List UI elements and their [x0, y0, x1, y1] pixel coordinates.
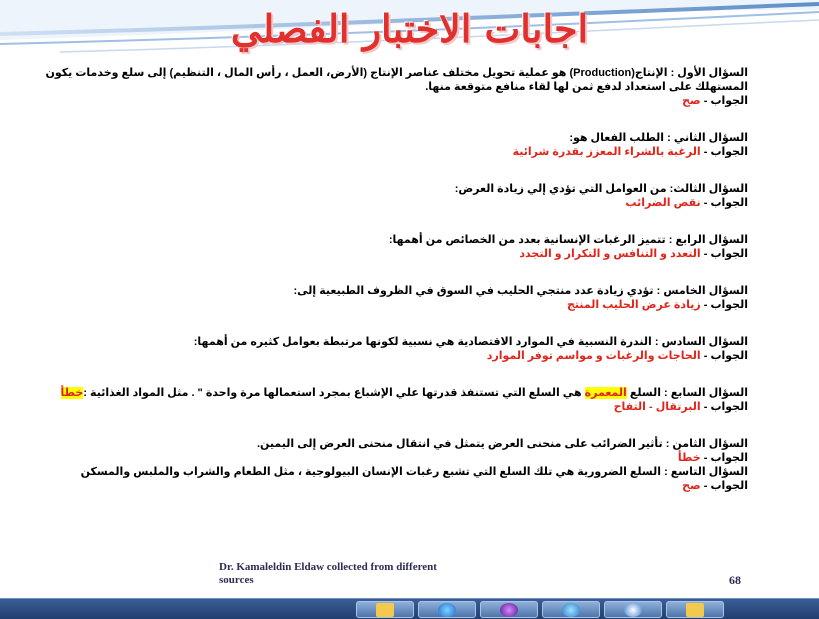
answer-value: الرغبة بالشراء المعزز بقدرة شرائية	[512, 146, 701, 158]
question-body: تأثير الضرائب على منحنى العرض يتمثل في انتقال منحنى العرض إلى اليمين.	[256, 438, 666, 450]
answer-value: البرتقال - التفاح	[613, 401, 701, 413]
question-5	[22, 284, 748, 312]
question-7	[22, 386, 748, 414]
answer-line	[22, 451, 748, 465]
highlighted-term: المعمرة	[584, 387, 627, 399]
question-text	[22, 66, 748, 94]
answer-label: الجواب -	[700, 480, 748, 492]
footer-credit-line-1: Dr. Kamaleldin Eldaw collected from different	[219, 561, 437, 573]
question-label: السؤال التاسع :	[664, 466, 748, 478]
question-body-end: هي السلع التي تستنفذ قدرتها علي الإشباع بمجرد استعمالها مرة واحدة " . مثل المواد الغذائية :	[83, 387, 585, 399]
answer-line	[22, 349, 748, 363]
question-text	[22, 437, 748, 451]
false-flag-badge: خطأ	[60, 387, 84, 399]
question-body: الطلب الفعال هو:	[569, 132, 668, 144]
answer-value: التعدد و التنافس و التكرار و التجدد	[519, 248, 701, 260]
question-body: من العوامل التي تؤدي إلي زيادة العرض:	[454, 183, 670, 195]
folder-icon	[376, 603, 394, 617]
taskbar-button-folder-2[interactable]	[666, 601, 724, 618]
question-label: السؤال الثاني :	[667, 132, 748, 144]
app-icon	[624, 603, 642, 617]
page-title: اجابات الاختبار الفصلي	[230, 6, 589, 51]
question-label: السؤال الثامن :	[665, 438, 748, 450]
question-text	[22, 284, 748, 298]
question-text	[22, 335, 748, 349]
taskbar-button-explorer[interactable]	[542, 601, 600, 618]
taskbar-button-folder[interactable]	[356, 601, 414, 618]
answer-line	[22, 196, 748, 210]
question-label: السؤال الخامس :	[656, 285, 748, 297]
question-body: الإنتاج(Production) هو عملية تحويل مختلف عناصر الإنتاج (الأرض، العمل ، رأس المال ، التنظيم) إلى سلع وخدمات يكون المستهلك على استعداد لدفع ثمن لها لقاء منافع متوقعة منها.	[45, 67, 748, 93]
question-label: السؤال الأول :	[670, 67, 748, 79]
answer-label: الجواب -	[700, 350, 748, 362]
question-body: تؤدي زيادة عدد منتجي الحليب في السوق في الظروف الطبيعية إلى:	[293, 285, 657, 297]
question-3	[22, 182, 748, 210]
question-8	[22, 437, 748, 465]
explorer-icon	[562, 603, 580, 617]
taskbar	[0, 598, 819, 619]
question-1	[22, 66, 748, 108]
answer-value: الحاجات والرغبات و مواسم توفر الموارد	[486, 350, 701, 362]
answer-label: الجواب -	[700, 299, 748, 311]
answer-label: الجواب -	[700, 95, 748, 107]
page-number: 68	[729, 573, 741, 587]
answer-line	[22, 94, 748, 108]
question-body: تتميز الرغبات الإنسانية بعدد من الخصائص من أهمها:	[388, 234, 669, 246]
question-text	[22, 182, 748, 196]
answer-label: الجواب -	[700, 248, 748, 260]
answer-value: زيادة عرض الحليب المنتج	[566, 299, 701, 311]
footer-credit-line-2: sources	[219, 574, 254, 586]
question-4	[22, 233, 748, 261]
answer-line	[22, 247, 748, 261]
taskbar-button-app[interactable]	[604, 601, 662, 618]
question-text	[22, 465, 748, 479]
question-2	[22, 131, 748, 159]
answer-line	[22, 298, 748, 312]
question-9	[22, 465, 748, 493]
taskbar-button-browser[interactable]	[418, 601, 476, 618]
media-player-icon	[500, 603, 518, 617]
question-label: السؤال الثالث:	[669, 183, 748, 195]
browser-icon	[438, 603, 456, 617]
question-text	[22, 233, 748, 247]
question-body: الندرة النسبية في الموارد الاقتصادية هي نسبية لكونها مرتبطة بعوامل كثيره من أهمها:	[193, 336, 655, 348]
question-label: السؤال السابع :	[664, 387, 748, 399]
question-text	[22, 131, 748, 145]
answer-label: الجواب -	[700, 452, 748, 464]
footer-credit	[219, 561, 437, 587]
answer-label: الجواب -	[700, 401, 748, 413]
question-body-start: السلع	[626, 387, 665, 399]
taskbar-button-media-player[interactable]	[480, 601, 538, 618]
answer-value: نقص الضرائب	[625, 197, 701, 209]
answer-label: الجواب -	[700, 146, 748, 158]
question-text	[22, 386, 748, 400]
question-body: السلع الضرورية هي تلك السلع التي تشبع رغبات الإنسان البيولوجية ، مثل الطعام والشراب والملبس والمسكن	[80, 466, 665, 478]
question-label: السؤال السادس :	[654, 336, 748, 348]
answer-value: صح	[682, 480, 701, 492]
answer-line	[22, 145, 748, 159]
folder-icon	[686, 603, 704, 617]
answer-line	[22, 400, 748, 414]
answers-content	[22, 66, 748, 493]
answer-value: صح	[682, 95, 701, 107]
question-label: السؤال الرابع :	[668, 234, 748, 246]
answer-line	[22, 479, 748, 493]
question-6	[22, 335, 748, 363]
answer-value: خطأ	[677, 452, 701, 464]
answer-label: الجواب -	[700, 197, 748, 209]
